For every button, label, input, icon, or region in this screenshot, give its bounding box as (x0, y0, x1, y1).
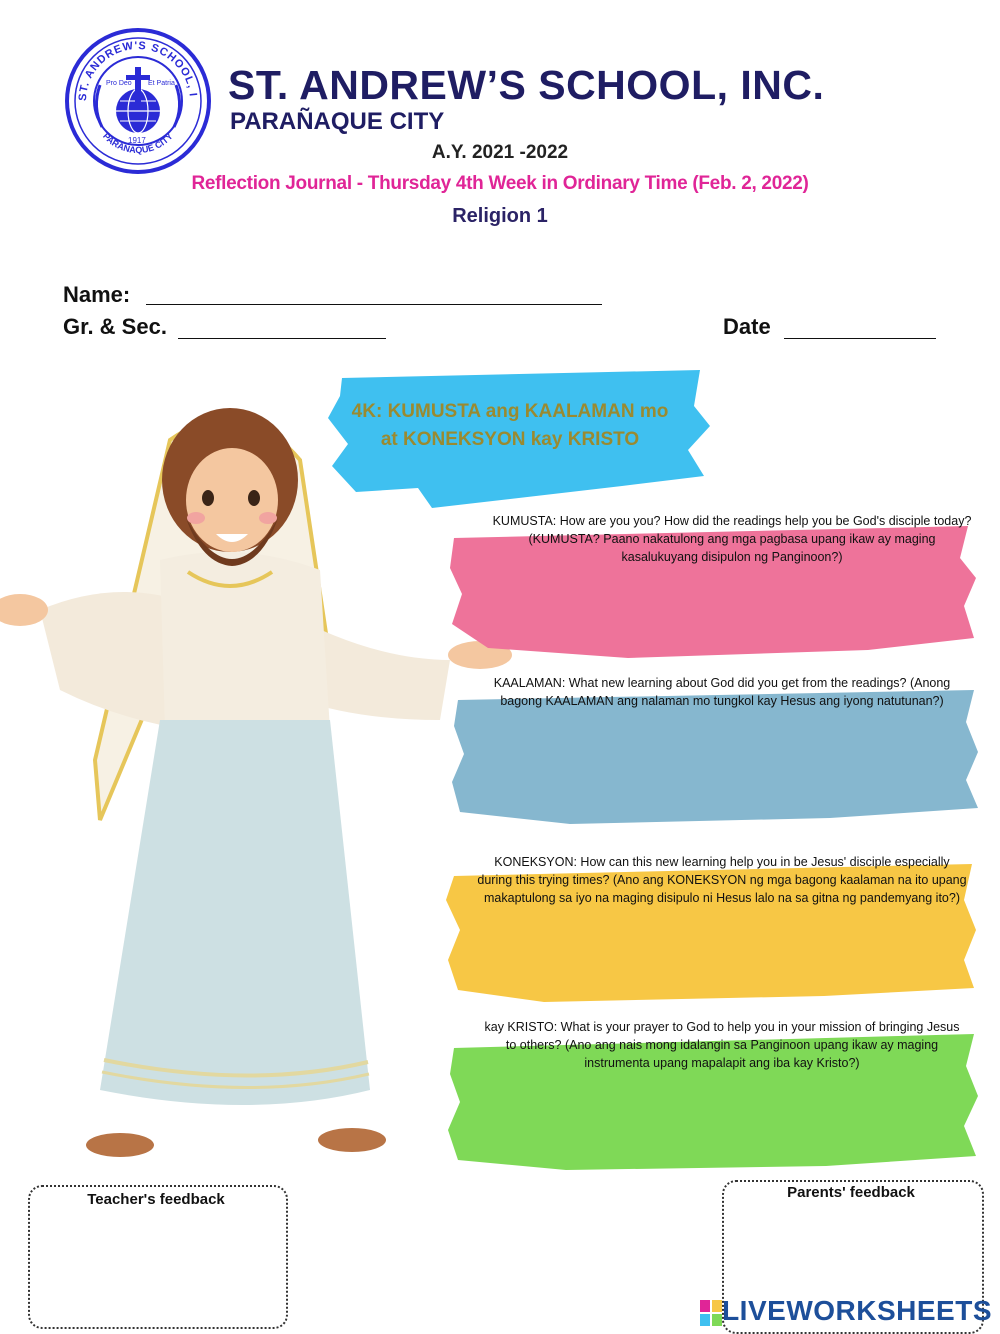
logo-motto-right: Et Patria (148, 80, 175, 87)
section-title-line-2: at KONEKSYON kay KRISTO (380, 429, 640, 450)
parents-feedback-label: Parents' feedback (787, 1184, 915, 1201)
teacher-feedback-label: Teacher's feedback (87, 1191, 225, 1208)
school-city: PARAÑAQUE CITY (230, 108, 445, 135)
subject-label: Religion 1 (452, 205, 548, 227)
answer-field-koneksyon[interactable] (470, 932, 960, 994)
name-label: Name: (63, 282, 131, 307)
answer-field-kaalaman[interactable] (470, 740, 960, 810)
logo-year: 1917 (128, 136, 146, 145)
prompt-kristo: kay KRISTO: What is your prayer to God to help you in your mission of bringing Jesus to others? (Ano ang nais mong idalangin sa Panginoon upang ikaw ay maging instrumenta upang mapalapit ang iba kay Kristo?) (484, 1020, 960, 1070)
school-name: ST. ANDREW’S SCHOOL, INC. (228, 62, 825, 108)
watermark-text: LIVEWORKSHEETS (722, 1295, 992, 1326)
name-field[interactable] (146, 304, 602, 305)
date-label: Date (723, 314, 771, 339)
grade-section-field[interactable] (178, 338, 386, 339)
section-title-line-1: 4K: KUMUSTA ang KAALAMAN mo (351, 401, 669, 422)
date-field[interactable] (784, 338, 936, 339)
journal-title: Reflection Journal - Thursday 4th Week in Ordinary Time (Feb. 2, 2022) (191, 173, 809, 194)
prompt-kumusta: KUMUSTA: How are you you? How did the readings help you be God's disciple today? (KUMUSTA? Paano nakatulong ang mga pagbasa upang ikaw ay maging kasalukuyang disipulon ng Panginoon?) (492, 514, 972, 564)
prompt-kaalaman: KAALAMAN: What new learning about God did you get from the readings? (Anong bagong KAALAMAN ang nalaman mo tungkol kay Hesus ang iyong natutunan?) (493, 676, 951, 708)
grade-section-label: Gr. & Sec. (63, 314, 167, 339)
watermark-logo-icon (700, 1300, 722, 1326)
jesus-illustration (0, 400, 520, 1170)
answer-field-kumusta[interactable] (470, 572, 960, 642)
logo-motto-left: Pro Deo (106, 80, 132, 87)
logo-ring-top-text: ST. ANDREW'S SCHOOL, I (76, 39, 199, 102)
prompt-koneksyon: KONEKSYON: How can this new learning help you in be Jesus' disciple especially during this trying times? (Ano ang KONEKSYON ng mga bagong kaalaman na ito upang makaptulong sa iyo na maging disipulo ni Hesus lalo na sa gitna ng pandemyang ito?) (477, 855, 967, 905)
answer-field-kristo[interactable] (470, 1086, 960, 1158)
academic-year: A.Y. 2021 -2022 (431, 142, 569, 163)
logo-ring-bottom-text: PARAÑAQUE CITY (101, 130, 175, 156)
